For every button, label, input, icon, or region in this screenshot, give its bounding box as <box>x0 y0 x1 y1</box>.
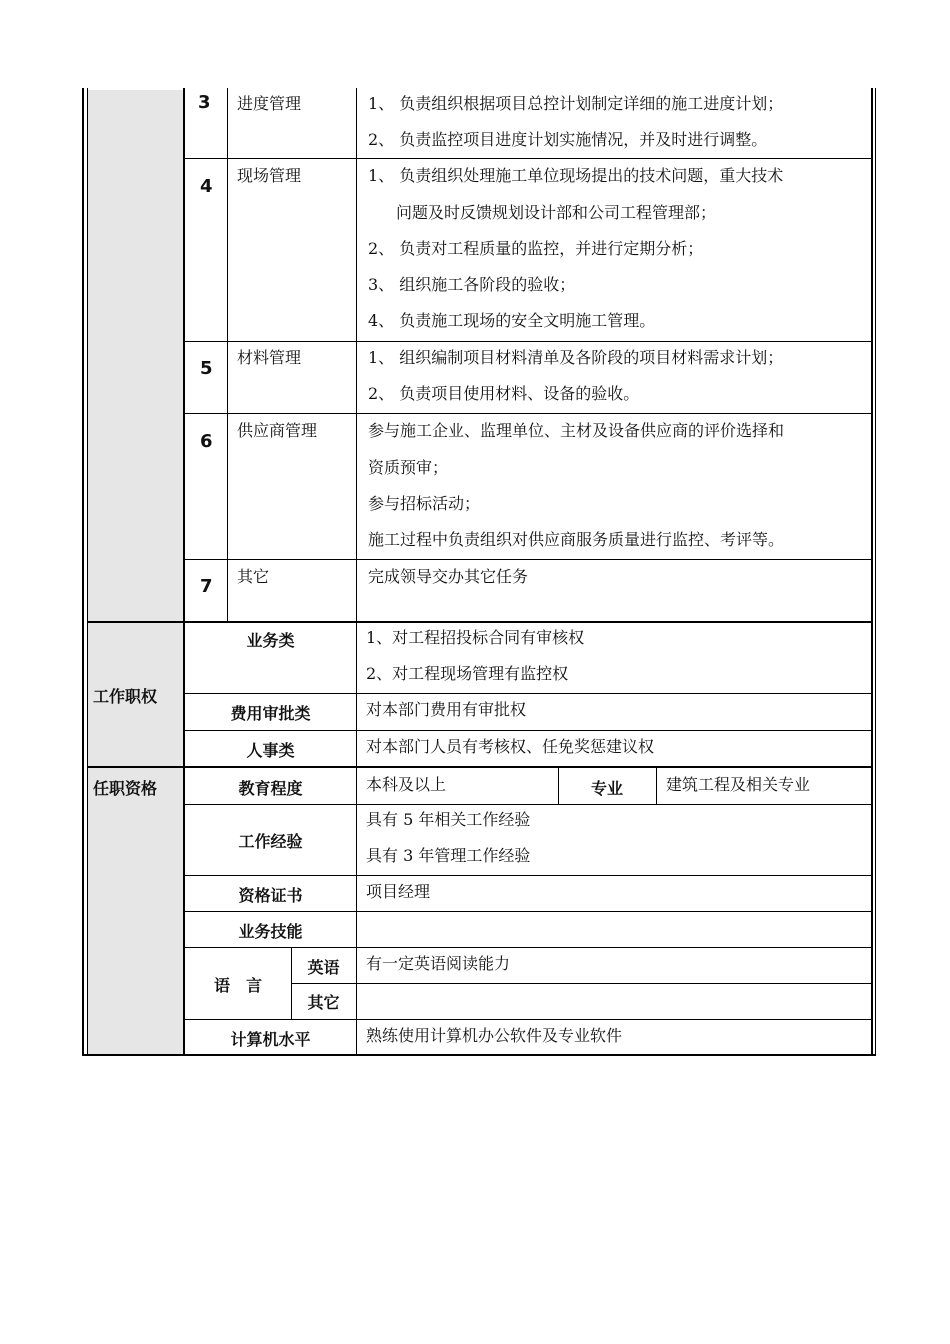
duty-title: 进度管理 <box>237 94 302 113</box>
duty-line: 1、 负责组织根据项目总控计划制定详细的施工进度计划； <box>368 94 784 113</box>
experience-line: 具有 5 年相关工作经验 <box>366 810 531 829</box>
duty-number: 4 <box>200 176 213 197</box>
authority-expense-value: 对本部门费用有审批权 <box>366 700 527 719</box>
duty-number: 3 <box>198 92 211 113</box>
row-rule <box>185 875 872 876</box>
english-value: 有一定英语阅读能力 <box>366 954 511 973</box>
duty-line: 4、 负责施工现场的安全文明施工管理。 <box>368 311 656 330</box>
skills-label: 业务技能 <box>238 922 303 941</box>
experience-label: 工作经验 <box>238 832 303 851</box>
authority-business-line: 2、对工程现场管理有监控权 <box>366 664 569 683</box>
qualification-section-label: 任职资格 <box>93 779 158 798</box>
english-label: 英语 <box>307 958 340 977</box>
major-label: 专业 <box>590 779 623 798</box>
duty-line: 资质预审； <box>368 458 449 477</box>
row-rule <box>185 804 872 805</box>
certificate-label: 资格证书 <box>238 886 303 905</box>
duty-number: 7 <box>200 576 213 597</box>
row-rule <box>185 730 872 731</box>
authority-business-label: 业务类 <box>246 631 295 650</box>
duty-line: 2、 负责项目使用材料、设备的验收。 <box>368 384 640 403</box>
computer-label: 计算机水平 <box>230 1030 311 1049</box>
duty-line: 问题及时反馈规划设计部和公司工程管理部； <box>396 203 717 222</box>
duty-title: 现场管理 <box>237 166 302 185</box>
duty-line: 3、 组织施工各阶段的验收； <box>368 275 576 294</box>
duty-line: 1、 负责组织处理施工单位现场提出的技术问题，重大技术 <box>368 166 784 185</box>
authority-expense-label: 费用审批类 <box>230 704 311 723</box>
duty-line: 2、 负责监控项目进度计划实施情况，并及时进行调整。 <box>368 130 768 149</box>
table-border-right-outer <box>875 88 876 1056</box>
education-value: 本科及以上 <box>366 775 447 794</box>
row-rule <box>185 413 872 414</box>
education-label: 教育程度 <box>238 779 303 798</box>
authority-hr-label: 人事类 <box>246 741 295 760</box>
duty-line: 参与施工企业、监理单位、主材及设备供应商的评价选择和 <box>368 421 785 440</box>
row-rule <box>185 911 872 912</box>
duty-line: 1、 组织编制项目材料清单及各阶段的项目材料需求计划； <box>368 348 784 367</box>
row-rule <box>185 1019 872 1020</box>
education-split-2 <box>656 767 657 805</box>
authority-section-label: 工作职权 <box>93 687 158 706</box>
experience-line: 具有 3 年管理工作经验 <box>366 846 531 865</box>
duty-line: 参与招标活动； <box>368 494 481 513</box>
row-rule <box>185 693 872 694</box>
section-rule <box>88 621 872 623</box>
certificate-value: 项目经理 <box>366 882 431 901</box>
table-bottom-rule <box>82 1054 876 1056</box>
section-rule <box>88 766 872 768</box>
major-value: 建筑工程及相关专业 <box>666 775 811 794</box>
row-rule <box>185 559 872 560</box>
table-border-left-inner <box>87 88 88 1056</box>
row-rule <box>185 947 872 948</box>
duty-title: 材料管理 <box>237 348 302 367</box>
authority-business-line: 1、对工程招投标合同有审核权 <box>366 628 585 647</box>
authority-hr-value: 对本部门人员有考核权、任免奖惩建议权 <box>366 737 655 756</box>
duty-line: 施工过程中负责组织对供应商服务质量进行监控、考评等。 <box>368 530 785 549</box>
number-column-divider <box>227 88 228 623</box>
computer-value: 熟练使用计算机办公软件及专业软件 <box>366 1026 623 1045</box>
other-language-label: 其它 <box>307 993 340 1012</box>
education-split-1 <box>558 767 559 805</box>
left-label-column <box>88 90 183 1055</box>
language-label: 语 言 <box>213 976 262 995</box>
row-rule <box>291 983 872 984</box>
duty-number: 5 <box>200 358 213 379</box>
duty-title: 其它 <box>237 567 270 586</box>
row-rule <box>185 158 872 159</box>
duty-title: 供应商管理 <box>237 421 318 440</box>
duty-number: 6 <box>200 431 213 452</box>
duty-line: 2、 负责对工程质量的监控，并进行定期分析； <box>368 239 704 258</box>
duty-line: 完成领导交办其它任务 <box>368 567 529 586</box>
table-border-left-outer <box>82 88 84 1056</box>
row-rule <box>185 341 872 342</box>
